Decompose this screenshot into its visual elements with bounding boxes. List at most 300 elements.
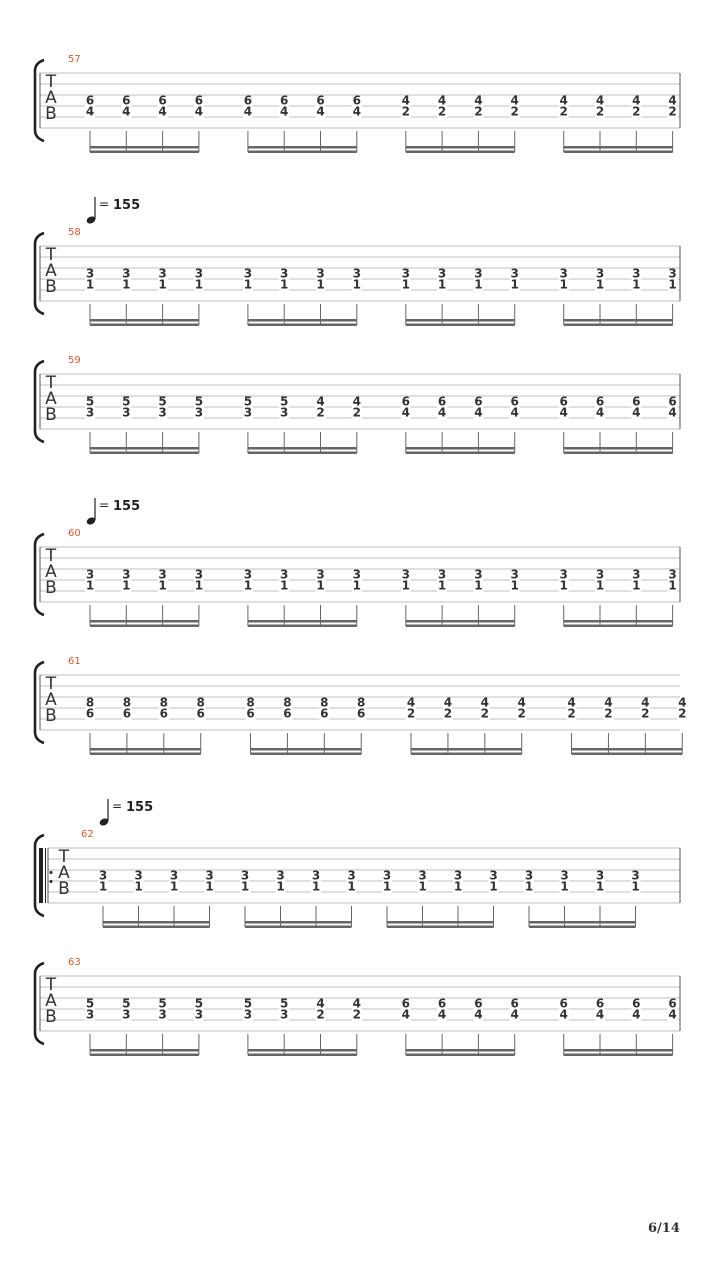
fret-number-lower: 6 (357, 706, 366, 721)
fret-number-upper: 4 (352, 394, 361, 409)
tab-note (510, 395, 520, 454)
tab-clef-letter: A (45, 88, 57, 108)
fret-number-upper: 4 (406, 695, 416, 710)
tab-clef-letter: A (45, 261, 57, 281)
tab-clef-letter: A (45, 562, 57, 582)
tab-note (121, 267, 131, 326)
fret-number-lower: 4 (158, 104, 167, 119)
fret-number-upper: 8 (159, 695, 168, 710)
fret-number-upper: 3 (347, 868, 356, 883)
fret-number-upper: 4 (559, 93, 568, 108)
beam-primary (564, 319, 673, 322)
tab-note (437, 568, 447, 627)
tab-note (559, 267, 569, 326)
tab-note (473, 997, 483, 1056)
beam-primary (572, 748, 683, 751)
fret-number-lower: 4 (510, 1007, 519, 1022)
fret-number-upper: 3 (205, 868, 214, 883)
fret-number-lower: 1 (668, 277, 677, 292)
fret-number-upper: 4 (668, 93, 677, 108)
fret-number-upper: 8 (283, 695, 292, 710)
tab-note (559, 568, 569, 627)
fret-number-lower: 1 (194, 578, 204, 593)
tab-note (194, 997, 204, 1056)
tab-note (560, 869, 570, 928)
tab-note (631, 869, 641, 928)
tab-note (382, 869, 392, 928)
tab-clef-letter: T (45, 245, 57, 265)
tab-note (437, 94, 447, 153)
fret-number-lower: 3 (194, 405, 204, 420)
fret-number-lower: 2 (510, 104, 519, 119)
fret-number-lower: 3 (85, 405, 95, 420)
fret-number-upper: 4 (604, 695, 613, 710)
tab-note (194, 94, 204, 153)
fret-number-upper: 6 (510, 996, 519, 1011)
fret-number-lower: 1 (122, 578, 131, 593)
fret-number-upper: 3 (668, 266, 677, 281)
fret-number-upper: 6 (632, 996, 641, 1011)
fret-number-upper: 5 (158, 394, 167, 409)
fret-number-upper: 4 (567, 695, 576, 710)
tab-clef-letter: B (45, 706, 57, 726)
fret-number-upper: 4 (316, 996, 325, 1011)
tab-note (453, 869, 463, 928)
tab-note (631, 267, 641, 326)
fret-number-upper: 5 (243, 394, 253, 409)
tab-note (98, 869, 108, 928)
fret-number-lower: 1 (595, 578, 605, 593)
fret-number-lower: 1 (276, 879, 285, 894)
fret-number-upper: 3 (169, 868, 179, 883)
fret-number-upper: 4 (678, 695, 687, 710)
fret-number-lower: 3 (122, 405, 131, 420)
tab-note (473, 94, 483, 153)
fret-number-upper: 3 (489, 868, 498, 883)
beam-primary (245, 921, 352, 924)
tab-note (631, 997, 641, 1056)
tab-note (640, 696, 650, 755)
tab-note (85, 395, 95, 454)
fret-number-lower: 4 (559, 405, 568, 420)
tab-note (246, 696, 256, 755)
tab-clef-letter: B (58, 879, 70, 899)
fret-number-upper: 8 (320, 695, 329, 710)
tab-note (194, 568, 204, 627)
beam-secondary (103, 926, 210, 929)
fret-number-upper: 6 (243, 93, 253, 108)
tab-system (35, 197, 680, 326)
tempo-marking (86, 197, 141, 225)
beam-primary (248, 447, 357, 450)
measure-number: 58 (68, 227, 81, 238)
tab-note (279, 395, 289, 454)
tab-note (559, 94, 569, 153)
tab-note (668, 997, 678, 1056)
fret-number-lower: 3 (158, 405, 167, 420)
beam-secondary (564, 452, 673, 455)
beam-secondary (248, 625, 357, 628)
tab-note (158, 94, 168, 153)
tab-note (319, 696, 329, 755)
beam-primary (564, 447, 673, 450)
fret-number-lower: 1 (169, 879, 179, 894)
fret-number-upper: 6 (194, 93, 204, 108)
fret-number-upper: 5 (194, 996, 204, 1011)
tab-note (401, 395, 411, 454)
fret-number-lower: 1 (437, 578, 447, 593)
fret-number-upper: 3 (122, 567, 131, 582)
fret-number-lower: 1 (560, 879, 569, 894)
beam-secondary (411, 753, 522, 756)
fret-number-lower: 1 (510, 578, 519, 593)
fret-number-lower: 2 (437, 104, 447, 119)
fret-number-upper: 3 (668, 567, 677, 582)
tab-clef-letter: A (45, 991, 57, 1011)
fret-number-lower: 1 (595, 879, 605, 894)
fret-number-lower: 6 (283, 706, 292, 721)
beam-primary (564, 146, 673, 149)
fret-number-upper: 8 (357, 695, 366, 710)
fret-number-lower: 2 (567, 706, 576, 721)
beam-secondary (564, 1054, 673, 1057)
fret-number-upper: 3 (194, 266, 204, 281)
measure-number: 61 (68, 656, 81, 667)
tab-system (35, 799, 680, 928)
fret-number-upper: 4 (510, 93, 519, 108)
tab-note (121, 568, 131, 627)
beam-secondary (529, 926, 636, 929)
fret-number-lower: 1 (559, 277, 568, 292)
tab-note (316, 267, 326, 326)
beam-primary (248, 620, 357, 623)
fret-number-upper: 5 (122, 996, 131, 1011)
fret-number-lower: 3 (122, 1007, 131, 1022)
fret-number-upper: 3 (474, 567, 483, 582)
tab-system (35, 54, 680, 153)
tab-note (352, 568, 362, 627)
fret-number-lower: 4 (437, 1007, 447, 1022)
beam-secondary (572, 753, 683, 756)
tab-note (437, 997, 447, 1056)
beam-secondary (251, 753, 362, 756)
tab-clef-letter: B (45, 104, 57, 124)
fret-number-lower: 1 (280, 277, 289, 292)
fret-number-upper: 4 (480, 695, 490, 710)
fret-number-upper: 3 (418, 868, 427, 883)
tab-note (510, 94, 520, 153)
fret-number-upper: 3 (316, 266, 325, 281)
tab-note (595, 395, 605, 454)
tempo-value: 155 (113, 499, 141, 514)
tab-note (282, 696, 292, 755)
fret-number-upper: 3 (316, 567, 325, 582)
fret-number-upper: 4 (316, 394, 325, 409)
fret-number-lower: 2 (352, 1007, 361, 1022)
fret-number-upper: 3 (158, 567, 167, 582)
fret-number-upper: 3 (401, 266, 410, 281)
tab-note (524, 869, 534, 928)
fret-number-upper: 4 (632, 93, 641, 108)
tab-note (352, 267, 362, 326)
fret-number-upper: 4 (437, 93, 447, 108)
repeat-dot (50, 880, 53, 883)
tempo-marking (86, 498, 141, 526)
beam-primary (564, 620, 673, 623)
fret-number-lower: 1 (632, 578, 641, 593)
fret-number-lower: 4 (668, 1007, 677, 1022)
fret-number-lower: 3 (280, 1007, 289, 1022)
fret-number-upper: 5 (158, 996, 167, 1011)
fret-number-upper: 3 (632, 567, 641, 582)
fret-number-lower: 1 (510, 277, 519, 292)
tab-note (121, 997, 131, 1056)
fret-number-lower: 4 (122, 104, 131, 119)
fret-number-upper: 6 (668, 996, 677, 1011)
fret-number-lower: 1 (418, 879, 427, 894)
fret-number-upper: 8 (196, 695, 205, 710)
beam-secondary (564, 324, 673, 327)
beam-secondary (90, 151, 199, 154)
tab-note (510, 267, 520, 326)
fret-number-lower: 2 (401, 104, 410, 119)
beam-primary (248, 146, 357, 149)
tab-note (85, 568, 95, 627)
fret-number-lower: 2 (632, 104, 641, 119)
fret-number-upper: 3 (474, 266, 483, 281)
fret-number-lower: 1 (595, 277, 605, 292)
fret-number-upper: 5 (243, 996, 253, 1011)
fret-number-lower: 1 (85, 578, 95, 593)
tab-note (401, 568, 411, 627)
beam-primary (529, 921, 636, 924)
tab-note (158, 997, 168, 1056)
beam-primary (251, 748, 362, 751)
fret-number-upper: 4 (517, 695, 526, 710)
fret-number-lower: 6 (196, 706, 205, 721)
fret-number-upper: 3 (559, 567, 568, 582)
tab-system (35, 656, 687, 755)
fret-number-upper: 6 (352, 93, 361, 108)
fret-number-lower: 4 (437, 405, 447, 420)
tab-note (473, 395, 483, 454)
tab-note (559, 395, 569, 454)
tab-note (85, 997, 95, 1056)
fret-number-upper: 3 (510, 567, 519, 582)
repeat-dot (50, 871, 53, 874)
tab-note (243, 94, 253, 153)
fret-number-upper: 5 (122, 394, 131, 409)
fret-number-upper: 3 (595, 266, 605, 281)
tab-clef-letter: B (45, 277, 57, 297)
fret-number-lower: 3 (280, 405, 289, 420)
fret-number-upper: 6 (668, 394, 677, 409)
fret-number-upper: 3 (158, 266, 167, 281)
fret-number-upper: 6 (280, 93, 289, 108)
beam-secondary (406, 151, 515, 154)
beam-primary (90, 1049, 199, 1052)
tab-note (134, 869, 144, 928)
fret-number-lower: 6 (246, 706, 255, 721)
tab-clef-letter: T (45, 674, 57, 694)
fret-number-upper: 3 (437, 266, 447, 281)
tab-note (668, 395, 678, 454)
beam-primary (406, 620, 515, 623)
fret-number-lower: 1 (85, 277, 95, 292)
fret-number-upper: 3 (311, 868, 321, 883)
tab-note (85, 94, 95, 153)
fret-number-lower: 2 (517, 706, 526, 721)
tab-note (631, 568, 641, 627)
tab-note (418, 869, 428, 928)
tab-note (603, 696, 613, 755)
beam-primary (406, 447, 515, 450)
tab-note (194, 395, 204, 454)
fret-number-upper: 3 (280, 266, 289, 281)
beam-primary (387, 921, 494, 924)
tab-note (489, 869, 499, 928)
fret-number-lower: 1 (134, 879, 143, 894)
fret-number-upper: 6 (158, 93, 167, 108)
fret-number-upper: 6 (401, 394, 410, 409)
beam-primary (406, 1049, 515, 1052)
fret-number-lower: 1 (158, 277, 167, 292)
tempo-marking (99, 799, 154, 827)
fret-number-lower: 2 (641, 706, 650, 721)
fret-number-upper: 6 (122, 93, 131, 108)
beam-primary (411, 748, 522, 751)
tab-note (316, 94, 326, 153)
fret-number-upper: 3 (524, 868, 534, 883)
beam-secondary (406, 324, 515, 327)
tab-system (35, 355, 680, 454)
beam-primary (406, 319, 515, 322)
tab-clef-letter: B (45, 578, 57, 598)
fret-number-lower: 1 (401, 277, 410, 292)
measure-number: 59 (68, 355, 81, 366)
fret-number-upper: 3 (240, 868, 250, 883)
tab-note (401, 94, 411, 153)
beam-secondary (248, 324, 357, 327)
fret-number-lower: 2 (443, 706, 453, 721)
tab-note (316, 568, 326, 627)
fret-number-upper: 3 (382, 868, 392, 883)
fret-number-lower: 2 (480, 706, 490, 721)
measure-number: 57 (68, 54, 81, 65)
tab-note (121, 94, 131, 153)
beam-secondary (90, 452, 199, 455)
beam-secondary (248, 1054, 357, 1057)
fret-number-upper: 6 (632, 394, 641, 409)
tab-note (243, 568, 253, 627)
fret-number-upper: 3 (510, 266, 519, 281)
tab-clef-letter: T (45, 546, 57, 566)
fret-number-lower: 1 (194, 277, 204, 292)
fret-number-lower: 2 (316, 405, 325, 420)
fret-number-lower: 4 (632, 405, 641, 420)
tab-clef-letter: A (45, 690, 57, 710)
fret-number-upper: 6 (559, 996, 568, 1011)
tab-clef-letter: B (45, 1007, 57, 1027)
fret-number-upper: 5 (194, 394, 204, 409)
tab-clef-letter: A (58, 863, 70, 883)
tab-clef-letter: B (45, 405, 57, 425)
fret-number-lower: 4 (474, 405, 483, 420)
fret-number-lower: 1 (474, 578, 483, 593)
fret-number-upper: 4 (443, 695, 453, 710)
tab-note (243, 997, 253, 1056)
tab-note (205, 869, 215, 928)
fret-number-lower: 4 (632, 1007, 641, 1022)
fret-number-upper: 3 (134, 868, 143, 883)
fret-number-lower: 2 (559, 104, 568, 119)
tab-note (243, 267, 253, 326)
beam-primary (90, 620, 199, 623)
fret-number-lower: 1 (352, 277, 361, 292)
fret-number-lower: 6 (159, 706, 168, 721)
fret-number-upper: 3 (243, 266, 253, 281)
tab-note (85, 696, 95, 755)
fret-number-lower: 1 (280, 578, 289, 593)
fret-number-upper: 3 (352, 567, 361, 582)
beam-primary (90, 748, 201, 751)
fret-number-upper: 5 (280, 394, 289, 409)
fret-number-upper: 6 (316, 93, 325, 108)
beam-secondary (387, 926, 494, 929)
fret-number-upper: 3 (243, 567, 253, 582)
measure-number: 60 (68, 528, 81, 539)
tab-note (194, 267, 204, 326)
fret-number-upper: 8 (246, 695, 255, 710)
fret-number-lower: 1 (382, 879, 392, 894)
tab-note (316, 395, 326, 454)
fret-number-lower: 4 (194, 104, 204, 119)
fret-number-lower: 6 (122, 706, 132, 721)
tab-note (159, 696, 169, 755)
fret-number-upper: 3 (559, 266, 568, 281)
fret-number-upper: 6 (437, 394, 447, 409)
tempo-equals: = (99, 498, 110, 512)
fret-number-lower: 1 (474, 277, 483, 292)
fret-number-upper: 6 (401, 996, 410, 1011)
tab-note (311, 869, 321, 928)
tab-clef-letter: T (45, 72, 57, 92)
tab-note (279, 568, 289, 627)
tab-note (279, 94, 289, 153)
fret-number-upper: 4 (474, 93, 483, 108)
tempo-equals: = (112, 799, 123, 813)
fret-number-lower: 3 (158, 1007, 167, 1022)
tab-note (437, 395, 447, 454)
tab-note (352, 395, 362, 454)
fret-number-upper: 3 (85, 567, 95, 582)
fret-number-lower: 4 (401, 1007, 410, 1022)
tab-note (158, 267, 168, 326)
fret-number-upper: 6 (85, 93, 95, 108)
repeat-thick-bar (39, 848, 43, 903)
tab-note (169, 869, 179, 928)
fret-number-lower: 1 (524, 879, 534, 894)
fret-number-upper: 3 (560, 868, 569, 883)
beam-secondary (406, 452, 515, 455)
tab-note (121, 395, 131, 454)
fret-number-lower: 1 (489, 879, 498, 894)
fret-number-lower: 2 (678, 706, 687, 721)
fret-number-upper: 6 (559, 394, 568, 409)
fret-number-lower: 1 (437, 277, 447, 292)
beam-secondary (90, 1054, 199, 1057)
tab-note (595, 267, 605, 326)
